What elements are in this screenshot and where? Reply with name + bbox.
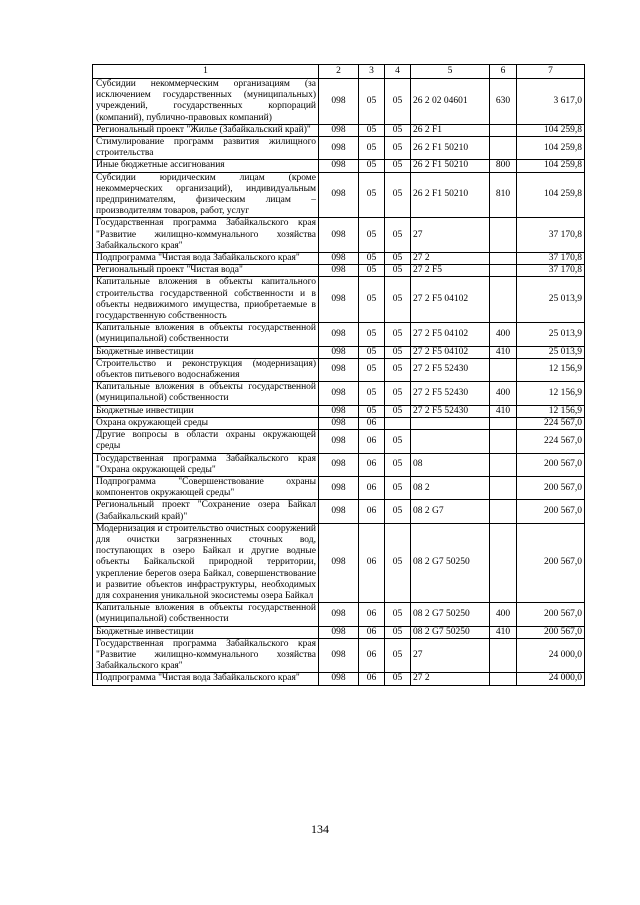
table-body: [93, 79, 585, 686]
row-sum: 200 567,0: [517, 453, 585, 476]
row-rz-code: 06: [359, 500, 385, 523]
row-vr-code: [490, 430, 517, 453]
row-name: Капитальные вложения в объекты государственной (муниципальной) собственности: [93, 323, 319, 346]
row-csr-code: 27: [411, 218, 490, 253]
row-rz-code: 06: [359, 417, 385, 429]
row-sum: 37 170,8: [517, 265, 585, 277]
budget-table: [92, 64, 585, 686]
row-name: Субсидии юридическим лицам (кроме некоммерческих организаций), индивидуальным предпринимателям, физическим лицам – производителям товаров, работ, услуг: [93, 172, 319, 218]
row-vr-code: 630: [490, 79, 517, 125]
row-gr-code: 098: [319, 453, 359, 476]
row-sum: 224 567,0: [517, 430, 585, 453]
table-row: [93, 160, 585, 172]
row-sum: 24 000,0: [517, 638, 585, 673]
row-rz-code: 05: [359, 358, 385, 381]
row-rz-code: 05: [359, 218, 385, 253]
row-vr-code: [490, 218, 517, 253]
row-csr-code: [411, 430, 490, 453]
row-name: Государственная программа Забайкальского края "Развитие жилищно-коммунального хозяйства Забайкальского края": [93, 638, 319, 673]
row-pr-code: 05: [385, 218, 411, 253]
table-row: [93, 277, 585, 323]
row-vr-code: [490, 500, 517, 523]
row-name: Бюджетные инвестиции: [93, 405, 319, 417]
row-gr-code: 098: [319, 253, 359, 265]
row-pr-code: 05: [385, 277, 411, 323]
row-name: Капитальные вложения в объекты государственной (муниципальной) собственности: [93, 603, 319, 626]
row-sum: 37 170,8: [517, 253, 585, 265]
row-csr-code: 26 2 F1 50210: [411, 172, 490, 218]
row-rz-code: 05: [359, 137, 385, 160]
row-rz-code: 05: [359, 172, 385, 218]
row-vr-code: [490, 277, 517, 323]
table-row: [93, 500, 585, 523]
row-sum: 25 013,9: [517, 277, 585, 323]
row-csr-code: 08 2 G7 50250: [411, 603, 490, 626]
row-sum: 25 013,9: [517, 346, 585, 358]
row-csr-code: 27 2 F5 04102: [411, 277, 490, 323]
row-csr-code: [411, 417, 490, 429]
row-rz-code: 05: [359, 265, 385, 277]
row-sum: 200 567,0: [517, 603, 585, 626]
row-gr-code: 098: [319, 638, 359, 673]
row-pr-code: 05: [385, 638, 411, 673]
row-csr-code: 08 2 G7: [411, 500, 490, 523]
row-gr-code: 098: [319, 673, 359, 685]
row-rz-code: 05: [359, 160, 385, 172]
row-sum: 104 259,8: [517, 172, 585, 218]
table-row: [93, 405, 585, 417]
row-sum: 12 156,9: [517, 358, 585, 381]
row-name: Региональный проект "Жилье (Забайкальский край)": [93, 124, 319, 136]
row-rz-code: 06: [359, 453, 385, 476]
row-csr-code: 26 2 F1: [411, 124, 490, 136]
row-csr-code: 08 2 G7 50250: [411, 523, 490, 602]
row-gr-code: 098: [319, 382, 359, 405]
row-csr-code: 27: [411, 638, 490, 673]
row-pr-code: 05: [385, 673, 411, 685]
row-rz-code: 06: [359, 638, 385, 673]
row-gr-code: 098: [319, 405, 359, 417]
row-sum: 25 013,9: [517, 323, 585, 346]
table-row: [93, 382, 585, 405]
row-gr-code: 098: [319, 346, 359, 358]
row-name: Иные бюджетные ассигнования: [93, 160, 319, 172]
row-csr-code: 27 2 F5 52430: [411, 358, 490, 381]
row-rz-code: 06: [359, 430, 385, 453]
row-vr-code: 410: [490, 346, 517, 358]
row-rz-code: 05: [359, 253, 385, 265]
row-gr-code: 098: [319, 218, 359, 253]
row-vr-code: 400: [490, 603, 517, 626]
row-sum: 104 259,8: [517, 124, 585, 136]
table-row: [93, 430, 585, 453]
row-pr-code: 05: [385, 453, 411, 476]
row-sum: 200 567,0: [517, 476, 585, 499]
table-row: [93, 172, 585, 218]
row-csr-code: 27 2 F5 52430: [411, 405, 490, 417]
table-row: [93, 476, 585, 499]
row-sum: 200 567,0: [517, 523, 585, 602]
row-rz-code: 05: [359, 346, 385, 358]
row-vr-code: [490, 253, 517, 265]
row-rz-code: 06: [359, 523, 385, 602]
row-gr-code: 098: [319, 160, 359, 172]
row-name: Государственная программа Забайкальского края "Развитие жилищно-коммунального хозяйства Забайкальского края": [93, 218, 319, 253]
row-pr-code: 05: [385, 603, 411, 626]
row-vr-code: [490, 265, 517, 277]
row-gr-code: 098: [319, 500, 359, 523]
row-sum: 200 567,0: [517, 500, 585, 523]
row-rz-code: 06: [359, 476, 385, 499]
row-rz-code: 06: [359, 673, 385, 685]
row-vr-code: [490, 137, 517, 160]
row-vr-code: 410: [490, 626, 517, 638]
row-name: Региональный проект "Чистая вода": [93, 265, 319, 277]
header-col-5: 5: [411, 65, 490, 79]
row-pr-code: 05: [385, 79, 411, 125]
row-gr-code: 098: [319, 277, 359, 323]
row-name: Капитальные вложения в объекты государственной (муниципальной) собственности: [93, 382, 319, 405]
row-pr-code: 05: [385, 346, 411, 358]
row-pr-code: 05: [385, 382, 411, 405]
row-rz-code: 05: [359, 323, 385, 346]
table-row: [93, 137, 585, 160]
row-name: Капитальные вложения в объекты капитального строительства государственной собственности и в объекты недвижимого имущества, приобретаемые в государственную собственность: [93, 277, 319, 323]
table-row: [93, 673, 585, 685]
row-csr-code: 27 2 F5 52430: [411, 382, 490, 405]
row-pr-code: 05: [385, 476, 411, 499]
header-col-2: 2: [319, 65, 359, 79]
table-row: [93, 265, 585, 277]
row-csr-code: 08 2: [411, 476, 490, 499]
row-rz-code: 05: [359, 382, 385, 405]
row-csr-code: 26 2 F1 50210: [411, 137, 490, 160]
row-name: Модернизация и строительство очистных сооружений для очистки загрязненных сточных вод, поступающих в озеро Байкал и другие водные объекты Байкальской природной территории, укрепление берегов озера Байкал, совершенствование и развитие объектов инфраструктуры, необходимых для сохранения уникальной экосистемы озера Байкал: [93, 523, 319, 602]
row-pr-code: 05: [385, 160, 411, 172]
row-gr-code: 098: [319, 476, 359, 499]
row-name: Бюджетные инвестиции: [93, 626, 319, 638]
table-row: [93, 417, 585, 429]
row-pr-code: 05: [385, 626, 411, 638]
row-gr-code: 098: [319, 430, 359, 453]
row-rz-code: 05: [359, 79, 385, 125]
row-vr-code: [490, 476, 517, 499]
row-name: Региональный проект "Сохранение озера Байкал (Забайкальский край)": [93, 500, 319, 523]
header-col-1: 1: [93, 65, 319, 79]
table-row: [93, 124, 585, 136]
row-pr-code: 05: [385, 137, 411, 160]
row-csr-code: 27 2: [411, 253, 490, 265]
row-gr-code: 098: [319, 79, 359, 125]
row-sum: 37 170,8: [517, 218, 585, 253]
header-col-6: 6: [490, 65, 517, 79]
row-gr-code: 098: [319, 358, 359, 381]
row-pr-code: 05: [385, 523, 411, 602]
row-pr-code: 05: [385, 124, 411, 136]
row-sum: 12 156,9: [517, 405, 585, 417]
row-sum: 24 000,0: [517, 673, 585, 685]
row-rz-code: 05: [359, 124, 385, 136]
header-row: [93, 65, 585, 79]
table-row: [93, 253, 585, 265]
table-row: [93, 358, 585, 381]
row-rz-code: 05: [359, 405, 385, 417]
row-sum: 12 156,9: [517, 382, 585, 405]
row-csr-code: 27 2 F5 04102: [411, 346, 490, 358]
table-row: [93, 523, 585, 602]
row-vr-code: [490, 124, 517, 136]
table-row: [93, 79, 585, 125]
row-rz-code: 05: [359, 277, 385, 323]
table-row: [93, 638, 585, 673]
row-pr-code: 05: [385, 265, 411, 277]
row-csr-code: 26 2 02 04601: [411, 79, 490, 125]
row-csr-code: 27 2 F5 04102: [411, 323, 490, 346]
row-vr-code: 410: [490, 405, 517, 417]
row-name: Субсидии некоммерческим организациям (за исключением государственных (муниципальных) учреждений, государственных корпораций (компаний), публично-правовых компаний): [93, 79, 319, 125]
row-vr-code: [490, 673, 517, 685]
row-vr-code: 810: [490, 172, 517, 218]
row-gr-code: 098: [319, 137, 359, 160]
row-csr-code: 27 2 F5: [411, 265, 490, 277]
row-pr-code: 05: [385, 323, 411, 346]
row-csr-code: 08: [411, 453, 490, 476]
table-row: [93, 453, 585, 476]
row-vr-code: 400: [490, 323, 517, 346]
row-name: Подпрограмма "Совершенствование охраны компонентов окружающей среды": [93, 476, 319, 499]
row-gr-code: 098: [319, 265, 359, 277]
row-vr-code: [490, 417, 517, 429]
row-sum: 200 567,0: [517, 626, 585, 638]
row-vr-code: [490, 358, 517, 381]
header-col-7: 7: [517, 65, 585, 79]
row-vr-code: 400: [490, 382, 517, 405]
row-gr-code: 098: [319, 172, 359, 218]
row-pr-code: 05: [385, 358, 411, 381]
row-name: Государственная программа Забайкальского края "Охрана окружающей среды": [93, 453, 319, 476]
row-csr-code: 26 2 F1 50210: [411, 160, 490, 172]
row-pr-code: [385, 417, 411, 429]
row-name: Подпрограмма "Чистая вода Забайкальского края": [93, 673, 319, 685]
row-sum: 3 617,0: [517, 79, 585, 125]
row-name: Стимулирование программ развития жилищного строительства: [93, 137, 319, 160]
row-vr-code: [490, 638, 517, 673]
table-row: [93, 603, 585, 626]
row-gr-code: 098: [319, 124, 359, 136]
row-pr-code: 05: [385, 430, 411, 453]
page-number: 134: [311, 822, 329, 836]
table-row: [93, 218, 585, 253]
row-sum: 104 259,8: [517, 137, 585, 160]
row-name: Строительство и реконструкция (модернизация) объектов питьевого водоснабжения: [93, 358, 319, 381]
row-vr-code: 800: [490, 160, 517, 172]
row-sum: 224 567,0: [517, 417, 585, 429]
row-rz-code: 06: [359, 626, 385, 638]
row-name: Подпрограмма "Чистая вода Забайкальского края": [93, 253, 319, 265]
row-csr-code: 08 2 G7 50250: [411, 626, 490, 638]
row-name: Бюджетные инвестиции: [93, 346, 319, 358]
row-pr-code: 05: [385, 253, 411, 265]
row-name: Охрана окружающей среды: [93, 417, 319, 429]
table-row: [93, 626, 585, 638]
row-pr-code: 05: [385, 172, 411, 218]
row-gr-code: 098: [319, 626, 359, 638]
row-gr-code: 098: [319, 523, 359, 602]
row-gr-code: 098: [319, 323, 359, 346]
row-vr-code: [490, 453, 517, 476]
row-vr-code: [490, 523, 517, 602]
row-pr-code: 05: [385, 500, 411, 523]
row-pr-code: 05: [385, 405, 411, 417]
row-csr-code: 27 2: [411, 673, 490, 685]
row-name: Другие вопросы в области охраны окружающей среды: [93, 430, 319, 453]
table-row: [93, 346, 585, 358]
header-col-3: 3: [359, 65, 385, 79]
row-gr-code: 098: [319, 417, 359, 429]
row-gr-code: 098: [319, 603, 359, 626]
table-row: [93, 323, 585, 346]
row-sum: 104 259,8: [517, 160, 585, 172]
header-col-4: 4: [385, 65, 411, 79]
row-rz-code: 06: [359, 603, 385, 626]
